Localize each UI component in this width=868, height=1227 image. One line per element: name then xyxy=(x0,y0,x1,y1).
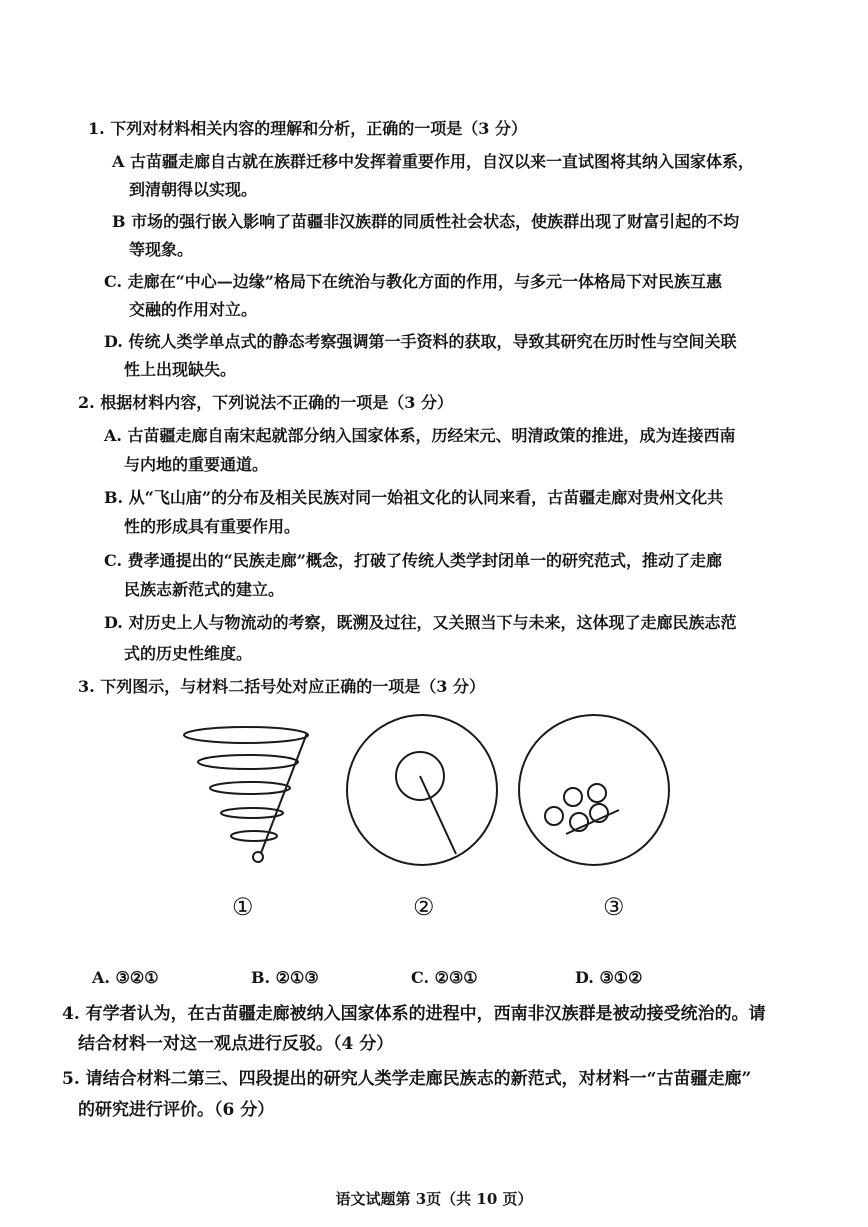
q2-option-d-line2: 式的历史性维度。 xyxy=(124,644,253,663)
question-4-line1: 4. 有学者认为，在古苗疆走廊被纳入国家体系的进程中，西南非汉族群是被动接受统治的。请 xyxy=(62,1004,766,1024)
q3-answer-c: C. ②③① xyxy=(411,968,478,987)
question-3-stem: 3. 下列图示，与材料二括号处对应正确的一项是（3 分） xyxy=(78,677,485,696)
question-5-line2: 的研究进行评价。（6 分） xyxy=(78,1100,275,1120)
concentric-circle-diagram xyxy=(344,712,500,868)
q2-option-c-line1: C. 费孝通提出的“民族走廊”概念，打破了传统人类学封闭单一的研究范式，推动了走廊 xyxy=(104,551,723,570)
q2-option-b-line2: 性的形成具有重要作用。 xyxy=(124,517,301,536)
q1-option-c-line1: C. 走廊在“中心—边缘”格局下在统治与教化方面的作用，与多元一体格局下对民族互惠 xyxy=(104,272,723,291)
q1-option-b-line2: 等现象。 xyxy=(129,240,194,259)
q3-answer-b: B. ②①③ xyxy=(251,968,319,987)
q2-option-b-line1: B. 从“飞山庙”的分布及相关民族对同一始祖文化的认同来看，古苗疆走廊对贵州文化共 xyxy=(104,488,724,507)
question-5-line1: 5. 请结合材料二第三、四段提出的研究人类学走廊民族志的新范式，对材料一“古苗疆走廊” xyxy=(62,1069,752,1089)
spiral-cone-diagram xyxy=(180,718,320,868)
q1-option-b-line1: B 市场的强行嵌入影响了苗疆非汉族群的同质性社会状态，使族群出现了财富引起的不均 xyxy=(112,212,740,231)
figure-label-3: ③ xyxy=(603,893,625,921)
q3-answer-d: D. ③①② xyxy=(575,968,643,987)
q1-option-d-line1: D. 传统人类学单点式的静态考察强调第一手资料的获取，导致其研究在历时性与空间关联 xyxy=(104,332,737,351)
question-4-line2: 结合材料一对这一观点进行反驳。（4 分） xyxy=(78,1034,394,1054)
q3-answer-a: A. ③②① xyxy=(92,968,159,987)
question-1-stem: 1. 下列对材料相关内容的理解和分析，正确的一项是（3 分） xyxy=(88,119,527,138)
cluster-circle-diagram xyxy=(516,712,672,868)
q1-option-a-line1: A 古苗疆走廊自古就在族群迁移中发挥着重要作用，自汉以来一直试图将其纳入国家体系， xyxy=(112,152,754,171)
page-footer: 语文试题第 3页（共 10 页） xyxy=(335,1190,533,1208)
q1-option-c-line2: 交融的作用对立。 xyxy=(129,300,258,319)
q2-option-c-line2: 民族志新范式的建立。 xyxy=(124,580,285,599)
q1-option-a-line2: 到清朝得以实现。 xyxy=(129,180,258,199)
figure-label-1: ① xyxy=(232,893,254,921)
question-2-stem: 2. 根据材料内容，下列说法不正确的一项是（3 分） xyxy=(78,393,453,412)
figure-label-2: ② xyxy=(413,893,435,921)
q2-option-a-line1: A. 古苗疆走廊自南宋起就部分纳入国家体系，历经宋元、明清政策的推进，成为连接西南 xyxy=(104,426,736,445)
q2-option-d-line1: D. 对历史上人与物流动的考察，既溯及过往，又关照当下与未来，这体现了走廊民族志范 xyxy=(104,613,737,632)
q1-option-d-line2: 性上出现缺失。 xyxy=(124,360,237,379)
q2-option-a-line2: 与内地的重要通道。 xyxy=(124,455,269,474)
